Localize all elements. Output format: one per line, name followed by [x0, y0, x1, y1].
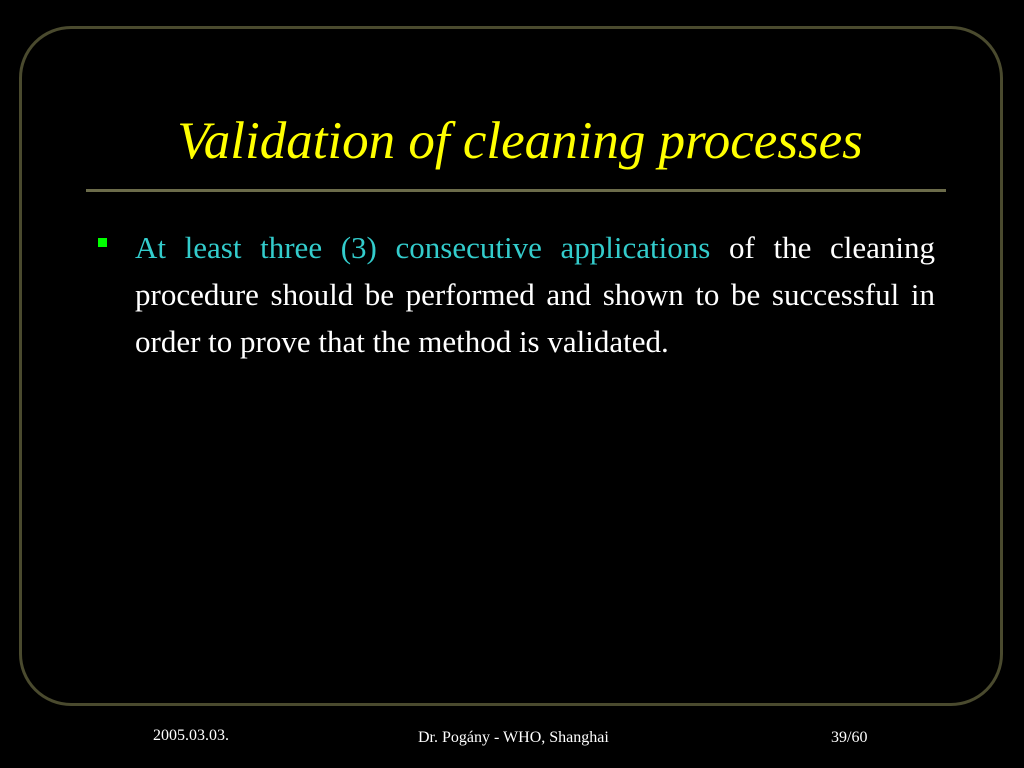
- title-divider: [86, 189, 946, 192]
- bullet-item: [135, 224, 935, 365]
- bullet-highlight-text: At least three (3) consecutive applications: [135, 230, 711, 265]
- footer-page-number: 39/60: [831, 729, 868, 746]
- bullet-list: [98, 224, 938, 365]
- square-bullet-icon: [98, 238, 107, 247]
- footer-author: Dr. Pogány - WHO, Shanghai: [418, 729, 609, 746]
- bullet-body-text: of the cleaning procedure should be performed and shown to be successful in order to prove that the method is validated.: [135, 230, 936, 359]
- slide-title: Validation of cleaning processes: [177, 112, 863, 170]
- footer-date: 2005.03.03.: [153, 727, 229, 744]
